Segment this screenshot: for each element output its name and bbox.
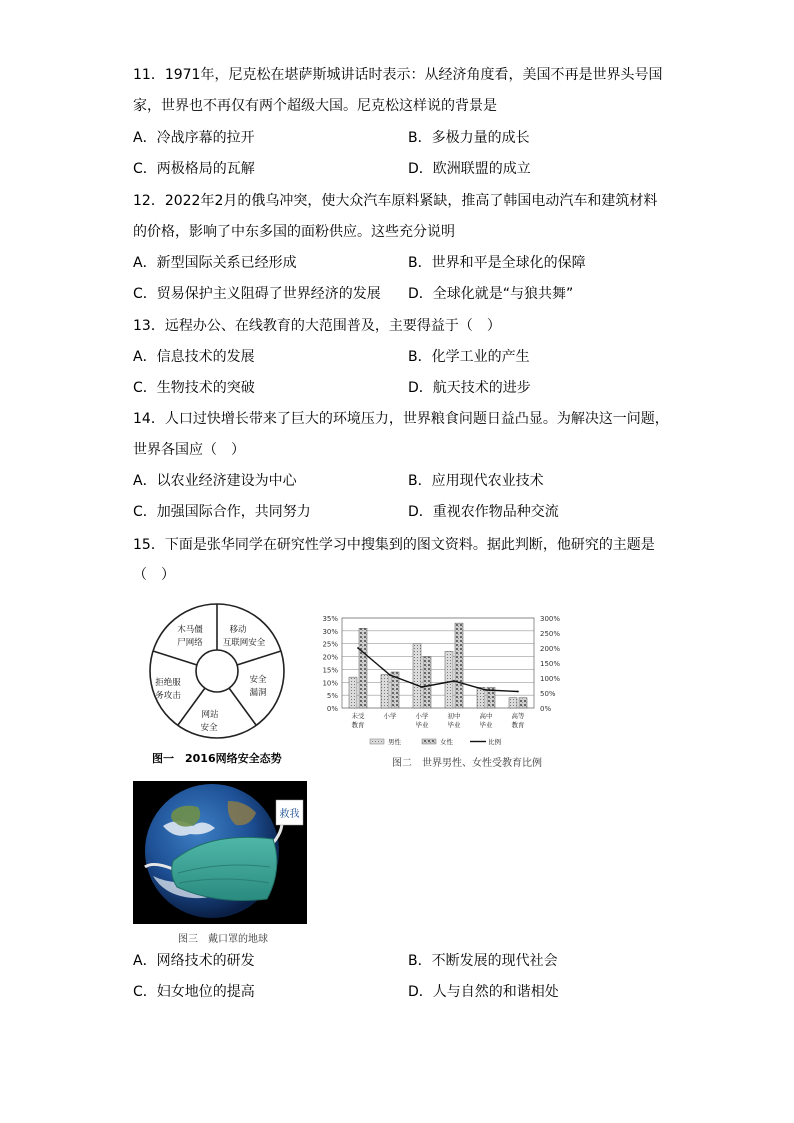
chart-right-tick-label: 0% — [540, 705, 552, 713]
figure3-caption: 图三 戴口罩的地球 — [178, 934, 268, 945]
q11-option-c[interactable]: C．两极格局的瓦解 — [133, 161, 255, 177]
segment-label-ddos: 拒绝服 — [155, 678, 181, 688]
chart-bar-male — [477, 687, 485, 708]
chart-category-label: 未受 — [351, 712, 365, 720]
q13-option-d[interactable]: D．航天技术的进步 — [408, 380, 531, 396]
chart-legend-swatch — [422, 739, 436, 744]
chart-bar-female — [359, 628, 367, 708]
chart-right-tick-label: 250% — [540, 630, 561, 638]
diagram-divider — [153, 651, 197, 665]
education-chart — [312, 612, 572, 752]
chart-category-label: 小学 — [383, 712, 397, 720]
chart-left-tick-label: 15% — [322, 666, 338, 675]
q12-option-b[interactable]: B．世界和平是全球化的保障 — [408, 255, 586, 271]
chart-ratio-point — [485, 689, 487, 691]
chart-category-label: 高中 — [479, 712, 493, 720]
diagram-inner-ring — [196, 650, 238, 692]
q11-stem-line2: 家，世界也不再仅有两个超级大国。尼克松这样说的背景是 — [133, 98, 497, 114]
q11-option-a[interactable]: A．冷战序幕的拉开 — [133, 130, 255, 146]
chart-ratio-point — [389, 674, 391, 676]
chart-bar-male — [509, 698, 517, 708]
segment-label-mobile: 移动 — [229, 625, 247, 635]
q14-option-b[interactable]: B．应用现代农业技术 — [408, 473, 544, 489]
q14-option-c[interactable]: C．加强国际合作，共同努力 — [133, 504, 311, 520]
chart-bar-male — [349, 677, 357, 708]
chart-left-tick-label: 25% — [322, 640, 338, 649]
sign-text: 救我 — [279, 809, 300, 820]
q15-option-d[interactable]: D．人与自然的和谐相处 — [408, 984, 559, 1000]
chart-legend-swatch — [370, 739, 384, 744]
chart-left-tick-label: 10% — [322, 679, 338, 688]
chart-ratio-point — [421, 686, 423, 688]
q13-stem-line1: 13．远程办公、在线教育的大范围普及，主要得益于（ ） — [133, 318, 501, 334]
q12-option-d[interactable]: D．全球化就是“与狼共舞” — [408, 286, 574, 302]
chart-bar-female — [423, 657, 431, 708]
segment-label-vuln: 安全 — [249, 675, 267, 685]
diagram-divider — [237, 651, 281, 665]
q15-option-a[interactable]: A．网络技术的研发 — [133, 953, 255, 969]
segment-label-ddos: 务攻击 — [155, 691, 181, 701]
q15-stem-line2: （ ） — [133, 567, 175, 583]
q15-option-c[interactable]: C．妇女地位的提高 — [133, 984, 255, 1000]
chart-category-label: 毕业 — [415, 721, 429, 729]
chart-right-tick-label: 50% — [540, 690, 556, 698]
chart-bar-male — [445, 651, 453, 708]
chart-ratio-point — [357, 647, 359, 649]
chart-category-label: 毕业 — [479, 721, 493, 729]
chart-legend-label: 女性 — [440, 738, 453, 746]
masked-earth-image — [133, 781, 307, 924]
segment-label-vuln: 漏洞 — [249, 688, 267, 698]
q14-option-d[interactable]: D．重视农作物品种交流 — [408, 504, 559, 520]
figure1-caption: 图一 2016网络安全态势 — [152, 752, 282, 765]
q13-option-c[interactable]: C．生物技术的突破 — [133, 380, 255, 396]
chart-ratio-point — [453, 680, 455, 682]
chart-right-tick-label: 300% — [540, 615, 561, 623]
q11-option-d[interactable]: D．欧洲联盟的成立 — [408, 161, 531, 177]
chart-left-tick-label: 5% — [326, 692, 338, 701]
chart-bar-male — [381, 675, 389, 708]
segment-label-website: 网站 — [201, 710, 219, 720]
chart-bar-male — [413, 644, 421, 708]
chart-category-label: 小学 — [415, 712, 429, 720]
q14-stem-line1: 14．人口过快增长带来了巨大的环境压力，世界粮食问题日益凸显。为解决这一问题， — [133, 411, 669, 427]
chart-left-tick-label: 30% — [322, 627, 338, 636]
chart-category-label: 初中 — [447, 712, 461, 720]
chart-right-tick-label: 150% — [540, 660, 561, 668]
chart-left-tick-label: 0% — [326, 705, 338, 713]
q13-option-a[interactable]: A．信息技术的发展 — [133, 349, 255, 365]
segment-label-mobile: 互联网安全 — [222, 638, 266, 648]
segment-label-trojan: 尸网络 — [177, 638, 203, 648]
q13-option-b[interactable]: B．化学工业的产生 — [408, 349, 530, 365]
chart-ratio-point — [517, 691, 519, 693]
chart-bar-female — [455, 623, 463, 708]
q14-stem-line2: 世界各国应（ ） — [133, 442, 245, 458]
q15-stem-line1: 15．下面是张华同学在研究性学习中搜集到的图文资料。据此判断，他研究的主题是 — [133, 537, 655, 553]
chart-category-label: 教育 — [511, 721, 525, 729]
network-security-diagram — [140, 603, 300, 743]
chart-legend-label: 比例 — [488, 738, 501, 746]
segment-label-trojan: 木马僵 — [177, 625, 203, 635]
chart-right-tick-label: 200% — [540, 645, 561, 653]
chart-left-tick-label: 35% — [322, 615, 338, 623]
chart-category-label: 高等 — [511, 712, 525, 720]
q12-stem-line2: 的价格，影响了中东多国的面粉供应。这些充分说明 — [133, 224, 455, 240]
figure2-caption: 图二 世界男性、女性受教育比例 — [392, 758, 542, 769]
q12-stem-line1: 12．2022年2月的俄乌冲突，使大众汽车原料紧缺，推高了韩国电动汽车和建筑材料 — [133, 193, 658, 209]
chart-category-label: 毕业 — [447, 721, 461, 729]
q12-option-a[interactable]: A．新型国际关系已经形成 — [133, 255, 297, 271]
q11-option-b[interactable]: B．多极力量的成长 — [408, 130, 530, 146]
chart-left-tick-label: 20% — [322, 653, 338, 662]
chart-bar-female — [519, 698, 527, 708]
segment-label-website: 安全 — [200, 723, 218, 733]
q15-option-b[interactable]: B．不断发展的现代社会 — [408, 953, 558, 969]
q14-option-a[interactable]: A．以农业经济建设为中心 — [133, 473, 297, 489]
q11-stem-line1: 11．1971年，尼克松在堪萨斯城讲话时表示：从经济角度看，美国不再是世界头号国 — [133, 67, 663, 83]
chart-legend-label: 男性 — [388, 738, 401, 746]
chart-right-tick-label: 100% — [540, 675, 561, 683]
chart-plot-frame — [342, 618, 534, 708]
chart-category-label: 教育 — [351, 721, 365, 729]
q12-option-c[interactable]: C．贸易保护主义阻碍了世界经济的发展 — [133, 286, 381, 302]
